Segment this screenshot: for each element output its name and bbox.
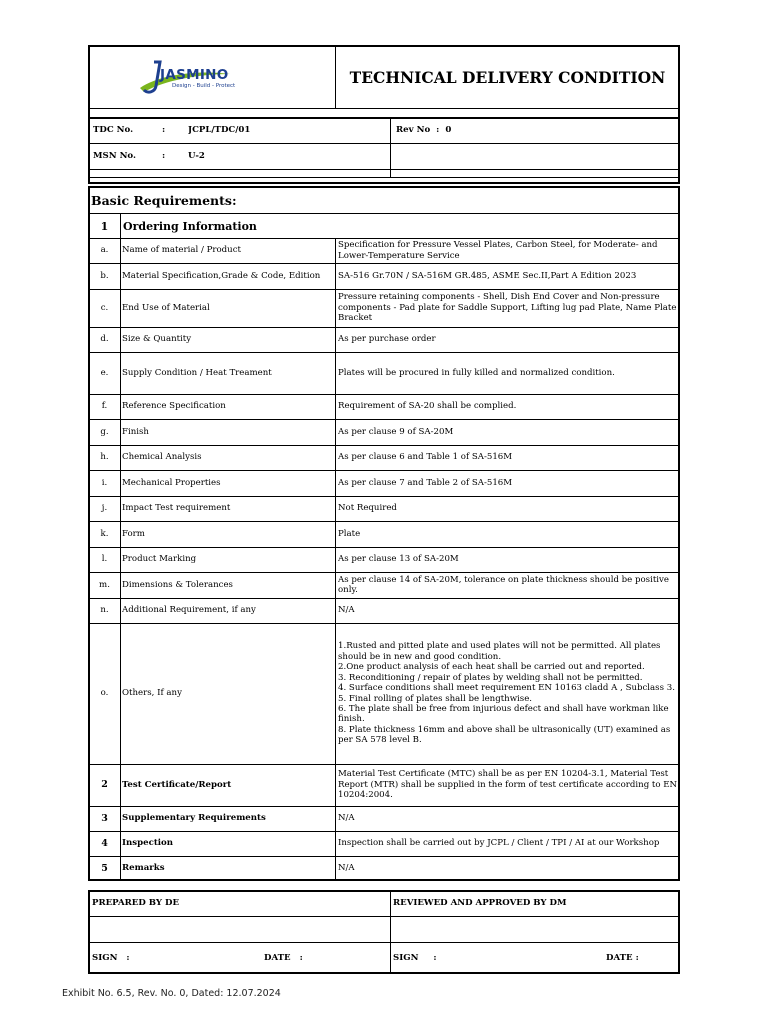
msn-label: MSN No. [93,151,136,162]
item-letter: e. [100,367,109,378]
divider [89,177,679,178]
item-letter: g. [100,426,109,437]
item-letter: k. [100,528,109,539]
msn-value: U-2 [188,151,205,162]
item-letter: m. [99,579,110,590]
item-label: Mechanical Properties [122,477,221,488]
item-label: Material Specification,Grade & Code, Edition [122,270,321,281]
section-number: 1 [100,219,109,233]
item-letter: c. [100,302,109,313]
prepared-by-label: PREPARED BY DE [92,898,180,909]
section-value: Inspection shall be carried out by JCPL / Client / TPI / AI at our Workshop [338,838,660,849]
item-value-line: 6. The plate shall be free from injurious defect and shall have workman like finish. [338,703,669,725]
basic-requirements-heading: Basic Requirements: [91,192,237,208]
item-label: Reference Specification [122,401,226,412]
section-label: Inspection [122,838,174,849]
item-letter: l. [101,554,108,565]
section-value: N/A [338,863,355,874]
item-value-line: 3. Reconditioning / repair of plates by welding shall not be permitted. [338,672,643,683]
item-value [338,623,678,764]
sign-separator: : [433,952,437,963]
divider [89,942,679,943]
date-label: DATE [264,952,291,963]
divider [89,117,679,119]
item-label: Others, If any [122,688,182,699]
item-label: Form [122,528,145,539]
tdc-label: TDC No. [93,125,134,136]
item-letter: h. [100,452,109,463]
date-separator: : [635,952,639,963]
item-label: Additional Requirement, if any [122,605,256,616]
section-number: 3 [101,812,108,824]
item-value: SA-516 Gr.70N / SA-516M GR.485, ASME Sec.II,Part A Edition 2023 [338,270,637,281]
item-value-lines [338,641,678,746]
date-label: DATE [606,952,633,963]
page-title: TECHNICAL DELIVERY CONDITION [349,67,666,87]
section-value: N/A [338,813,355,824]
item-label: Chemical Analysis [122,452,202,463]
rev-label [396,118,516,143]
section-number: 2 [101,779,108,791]
item-letter: i. [101,477,108,488]
item-letter: o. [100,688,109,699]
item-value: Requirement of SA-20 shall be complied. [338,401,517,412]
item-value: As per clause 9 of SA-20M [338,426,454,437]
item-value-line: 8. Plate thickness 16mm and above shall be ultrasonically (UT) examined as per SA 578 level B. [338,724,671,746]
item-value-line: 2.One product analysis of each heat shall be carried out and reported. [338,662,645,673]
item-letter: n. [100,605,109,616]
logo-tagline: Design - Build - Protect [172,83,236,89]
item-value: N/A [338,605,355,616]
column-divider [335,238,336,880]
item-label: Supply Condition / Heat Treament [122,367,272,378]
section-number: 5 [101,862,108,874]
date-separator: : [299,952,303,963]
rev-separator: : [436,125,440,136]
item-value: As per clause 7 and Table 2 of SA-516M [338,477,513,488]
divider [390,891,391,973]
sign-label: SIGN [393,952,419,963]
item-value-line: 5. Final rolling of plates shall be lengthwise. [338,693,533,704]
logo-text: JASMINO [160,67,229,83]
item-label: Finish [122,426,149,437]
item-label: End Use of Material [122,302,210,313]
item-label: Size & Quantity [122,334,192,345]
rev-label-text: Rev No [396,125,431,136]
section-label: Remarks [122,863,165,874]
section-number: 4 [101,837,108,849]
section-title: Ordering Information [123,219,257,233]
item-value: As per clause 13 of SA-20M [338,554,459,565]
divider [89,169,679,170]
tdc-value: JCPL/TDC/01 [188,125,251,136]
reviewed-sign [393,943,453,973]
item-value-line: 1.Rusted and pitted plate and used plates will not be permitted. All plates should be in new and good condition. [338,641,661,662]
tdc-separator: : [162,125,166,136]
item-label: Product Marking [122,554,197,565]
company-logo [130,52,250,100]
item-letter: d. [100,334,109,345]
item-value: Pressure retaining components - Shell, Dish End Cover and Non-pressure components - Pad plate for Saddle Support, Lifting lug pad Plate, Name Plate Bracket [338,292,677,324]
item-label: Impact Test requirement [122,503,231,514]
document-footer: Exhibit No. 6.5, Rev. No. 0, Dated: 12.07.2024 [62,988,281,999]
divider [89,143,679,144]
item-letter: j. [101,503,108,514]
item-value-line: 4. Surface conditions shall meet requirement EN 10163 cladd A , Subclass 3. [338,683,675,694]
sign-label: SIGN [92,952,118,963]
divider [89,916,679,917]
prepared-sign [92,943,152,973]
msn-separator: : [162,151,166,162]
rev-value: 0 [445,125,452,136]
section-label: Supplementary Requirements [122,813,266,824]
item-label: Dimensions & Tolerances [122,579,233,590]
item-letter: f. [101,401,108,412]
item-value: As per clause 14 of SA-20M, tolerance on plate thickness should be positive only. [338,574,669,595]
item-value: As per purchase order [338,334,436,345]
item-value: Specification for Pressure Vessel Plates, Carbon Steel, for Moderate- and Lower-Temperature Service [338,240,658,261]
section-value: Material Test Certificate (MTC) shall be as per EN 10204-3.1, Material Test Report (MTR) shall be supplied in the form of test certificate according to EN 10204:2004. [338,769,678,801]
item-value: As per clause 6 and Table 1 of SA-516M [338,452,513,463]
prepared-date [264,943,324,973]
divider [89,108,679,109]
reviewed-by-label: REVIEWED AND APPROVED BY DM [393,898,567,909]
item-value: Not Required [338,503,397,514]
section-label: Test Certificate/Report [122,779,232,790]
item-letter: b. [100,270,109,281]
item-value: Plate [338,528,361,539]
item-value: Plates will be procured in fully killed and normalized condition. [338,367,615,378]
item-letter: a. [100,245,109,256]
reviewed-date [606,943,666,973]
sign-separator: : [126,952,130,963]
item-label: Name of material / Product [122,245,241,256]
